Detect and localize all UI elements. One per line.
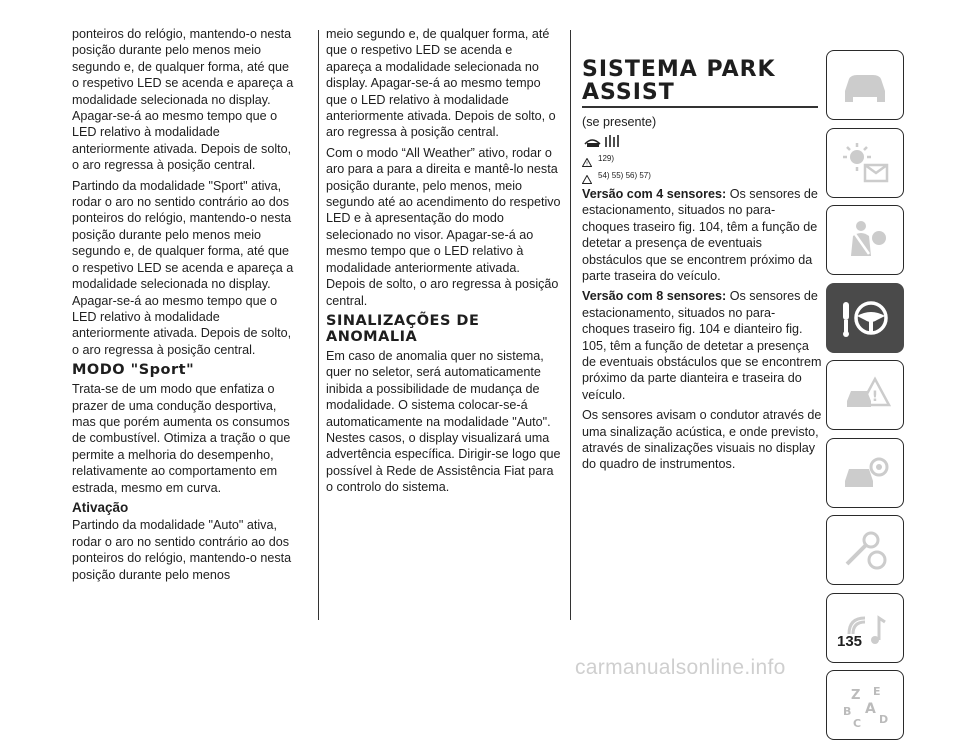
svg-text:D: D (879, 713, 889, 726)
svg-text:!: ! (871, 389, 879, 405)
paragraph: Em caso de anomalia quer no sistema, quer no seletor, será automaticamente inibida a possibilidade de mudança de modalidade. O sistema colocar-se-á automaticamente na modalidade "Auto". Nestes casos, o display visualizará uma advertência específica. Dirigir-se logo que possível à Rede de Assistência Fiat para o controlo do sistema. (326, 348, 561, 495)
section-title: SISTEMA PARK ASSIST (582, 57, 776, 105)
column-2 (326, 26, 561, 500)
paragraph: ponteiros do relógio, mantendo-o nesta posição durante pelo menos meio segundo e, de qualquer forma, até que o respetivo LED se acenda e apareça a modalidade selecionada no display. Apagar-se-á ao mesmo tempo que o LED relativo à modalidade anteriormente ativada. Depois de solto, o aro regressa à posição central. (72, 27, 294, 173)
subheading-ativacao: Ativação (72, 499, 129, 515)
paragraph: Os sensores avisam o condutor através de uma sinalização acústica, e onde previsto, através de sinalizações visuais no display do quadro de instrumentos. (582, 408, 822, 472)
version-4-text: Os sensores de estacionamento, situados no para-choques traseiro fig. 104, têm a função de detetar a presença de eventuais obstáculos que se encontrem próximo da parte traseira do veículo. (582, 186, 818, 283)
column-divider (570, 30, 571, 620)
reference-numbers: 129) (598, 153, 615, 163)
car-icon (837, 61, 893, 109)
tab-warning-lights[interactable] (826, 128, 904, 198)
steering-wheel-key-icon (837, 294, 893, 342)
tab-safety[interactable] (826, 205, 904, 275)
seatbelt-airbag-icon (837, 216, 893, 264)
tab-emergency[interactable] (826, 360, 904, 430)
paragraph (582, 186, 822, 284)
column-divider (318, 30, 319, 620)
tab-starting-driving[interactable] (826, 283, 904, 353)
svg-text:!: ! (585, 161, 589, 167)
warning-light-icon (837, 139, 893, 187)
park-assist-symbol (582, 132, 822, 150)
paragraph: Com o modo “All Weather” ativo, rodar o aro para a para a direita e mantê-lo nesta posição durante, pelo menos, meio segundo até ao acendimento do respetivo LED e à apresentação do modo selecionado no visor. Apagar-se-á ao mesmo tempo que o LED relativo à modalidade anteriormente ativada. Depois de solto, o aro regressa à posição central. (326, 145, 561, 308)
svg-text:Z: Z (851, 688, 861, 703)
tab-multimedia[interactable] (826, 593, 904, 663)
tab-technical-data[interactable] (826, 515, 904, 585)
warning-triangle-icon (837, 371, 893, 419)
caution-reference (582, 169, 822, 184)
reference-numbers: 54) 55) 56) 57) (598, 170, 651, 180)
warning-triangle-icon (582, 158, 592, 167)
title-rule (582, 106, 818, 108)
column-1 (72, 26, 297, 587)
version-4-label: Versão com 4 sensores: (582, 186, 727, 201)
svg-text:B: B (843, 705, 852, 718)
column-3 (582, 26, 822, 477)
paragraph: Partindo da modalidade "Auto" ativa, rodar o aro no sentido contrário ao dos ponteiros do relógio, mantendo-o nesta posição durante pelo menos (72, 518, 292, 582)
park-assist-icon (582, 132, 642, 150)
tab-car[interactable] (826, 50, 904, 120)
page-number: 135 (837, 633, 863, 650)
tools-icon (837, 526, 893, 574)
car-service-icon (837, 449, 893, 497)
tab-index[interactable] (826, 670, 904, 740)
svg-text:C: C (853, 717, 862, 729)
svg-text:E: E (873, 685, 881, 698)
tab-maintenance[interactable] (826, 438, 904, 508)
version-8-text: Os sensores de estacionamento, situados no para-choques traseiro fig. 104 e dianteiro fig. 105, têm a função de detetar a presença de eventuais obstáculos que se encontrem próximo da parte dianteira e traseira do veículo. (582, 289, 822, 402)
paragraph: Trata-se de um modo que enfatiza o prazer de uma condução desportiva, mas que porém aumenta os consumos de combustível. Otimiza a tração o que permite a melhoria do desempenho, relativamente ao comportamento em estrada, mesmo em curva. (72, 382, 291, 495)
svg-text:A: A (865, 701, 876, 717)
caution-triangle-icon (582, 175, 592, 184)
paragraph (582, 288, 822, 403)
paragraph: Partindo da modalidade "Sport" ativa, rodar o aro no sentido contrário ao dos ponteiros do relógio, mantendo-o nesta posição durante pelo menos meio segundo e, de qualquer forma, até que o respetivo LED se acenda e apareça a modalidade selecionada no display. Apagar-se-á ao mesmo tempo que o LED relativo à modalidade anteriormente ativada. Depois de solto, o aro regressa à posição central. (72, 178, 294, 357)
section-heading-sport: MODO "Sport" (72, 362, 195, 379)
paragraph: meio segundo e, de qualquer forma, até que o respetivo LED se acenda e apareça a modalidade selecionada no display. Apagar-se-á ao mesmo tempo que o LED relativo à modalidade anteriormente ativada. Depois de solto, o aro regressa à posição central. (326, 27, 556, 140)
version-8-label: Versão com 8 sensores: (582, 289, 727, 304)
section-heading-anomalia: SINALIZAÇÕES DE ANOMALIA (326, 312, 480, 345)
watermark: carmanualsonline.info (575, 656, 786, 679)
subtitle: (se presente) (582, 114, 657, 129)
warning-reference (582, 152, 822, 167)
index-letters-icon (837, 681, 893, 729)
